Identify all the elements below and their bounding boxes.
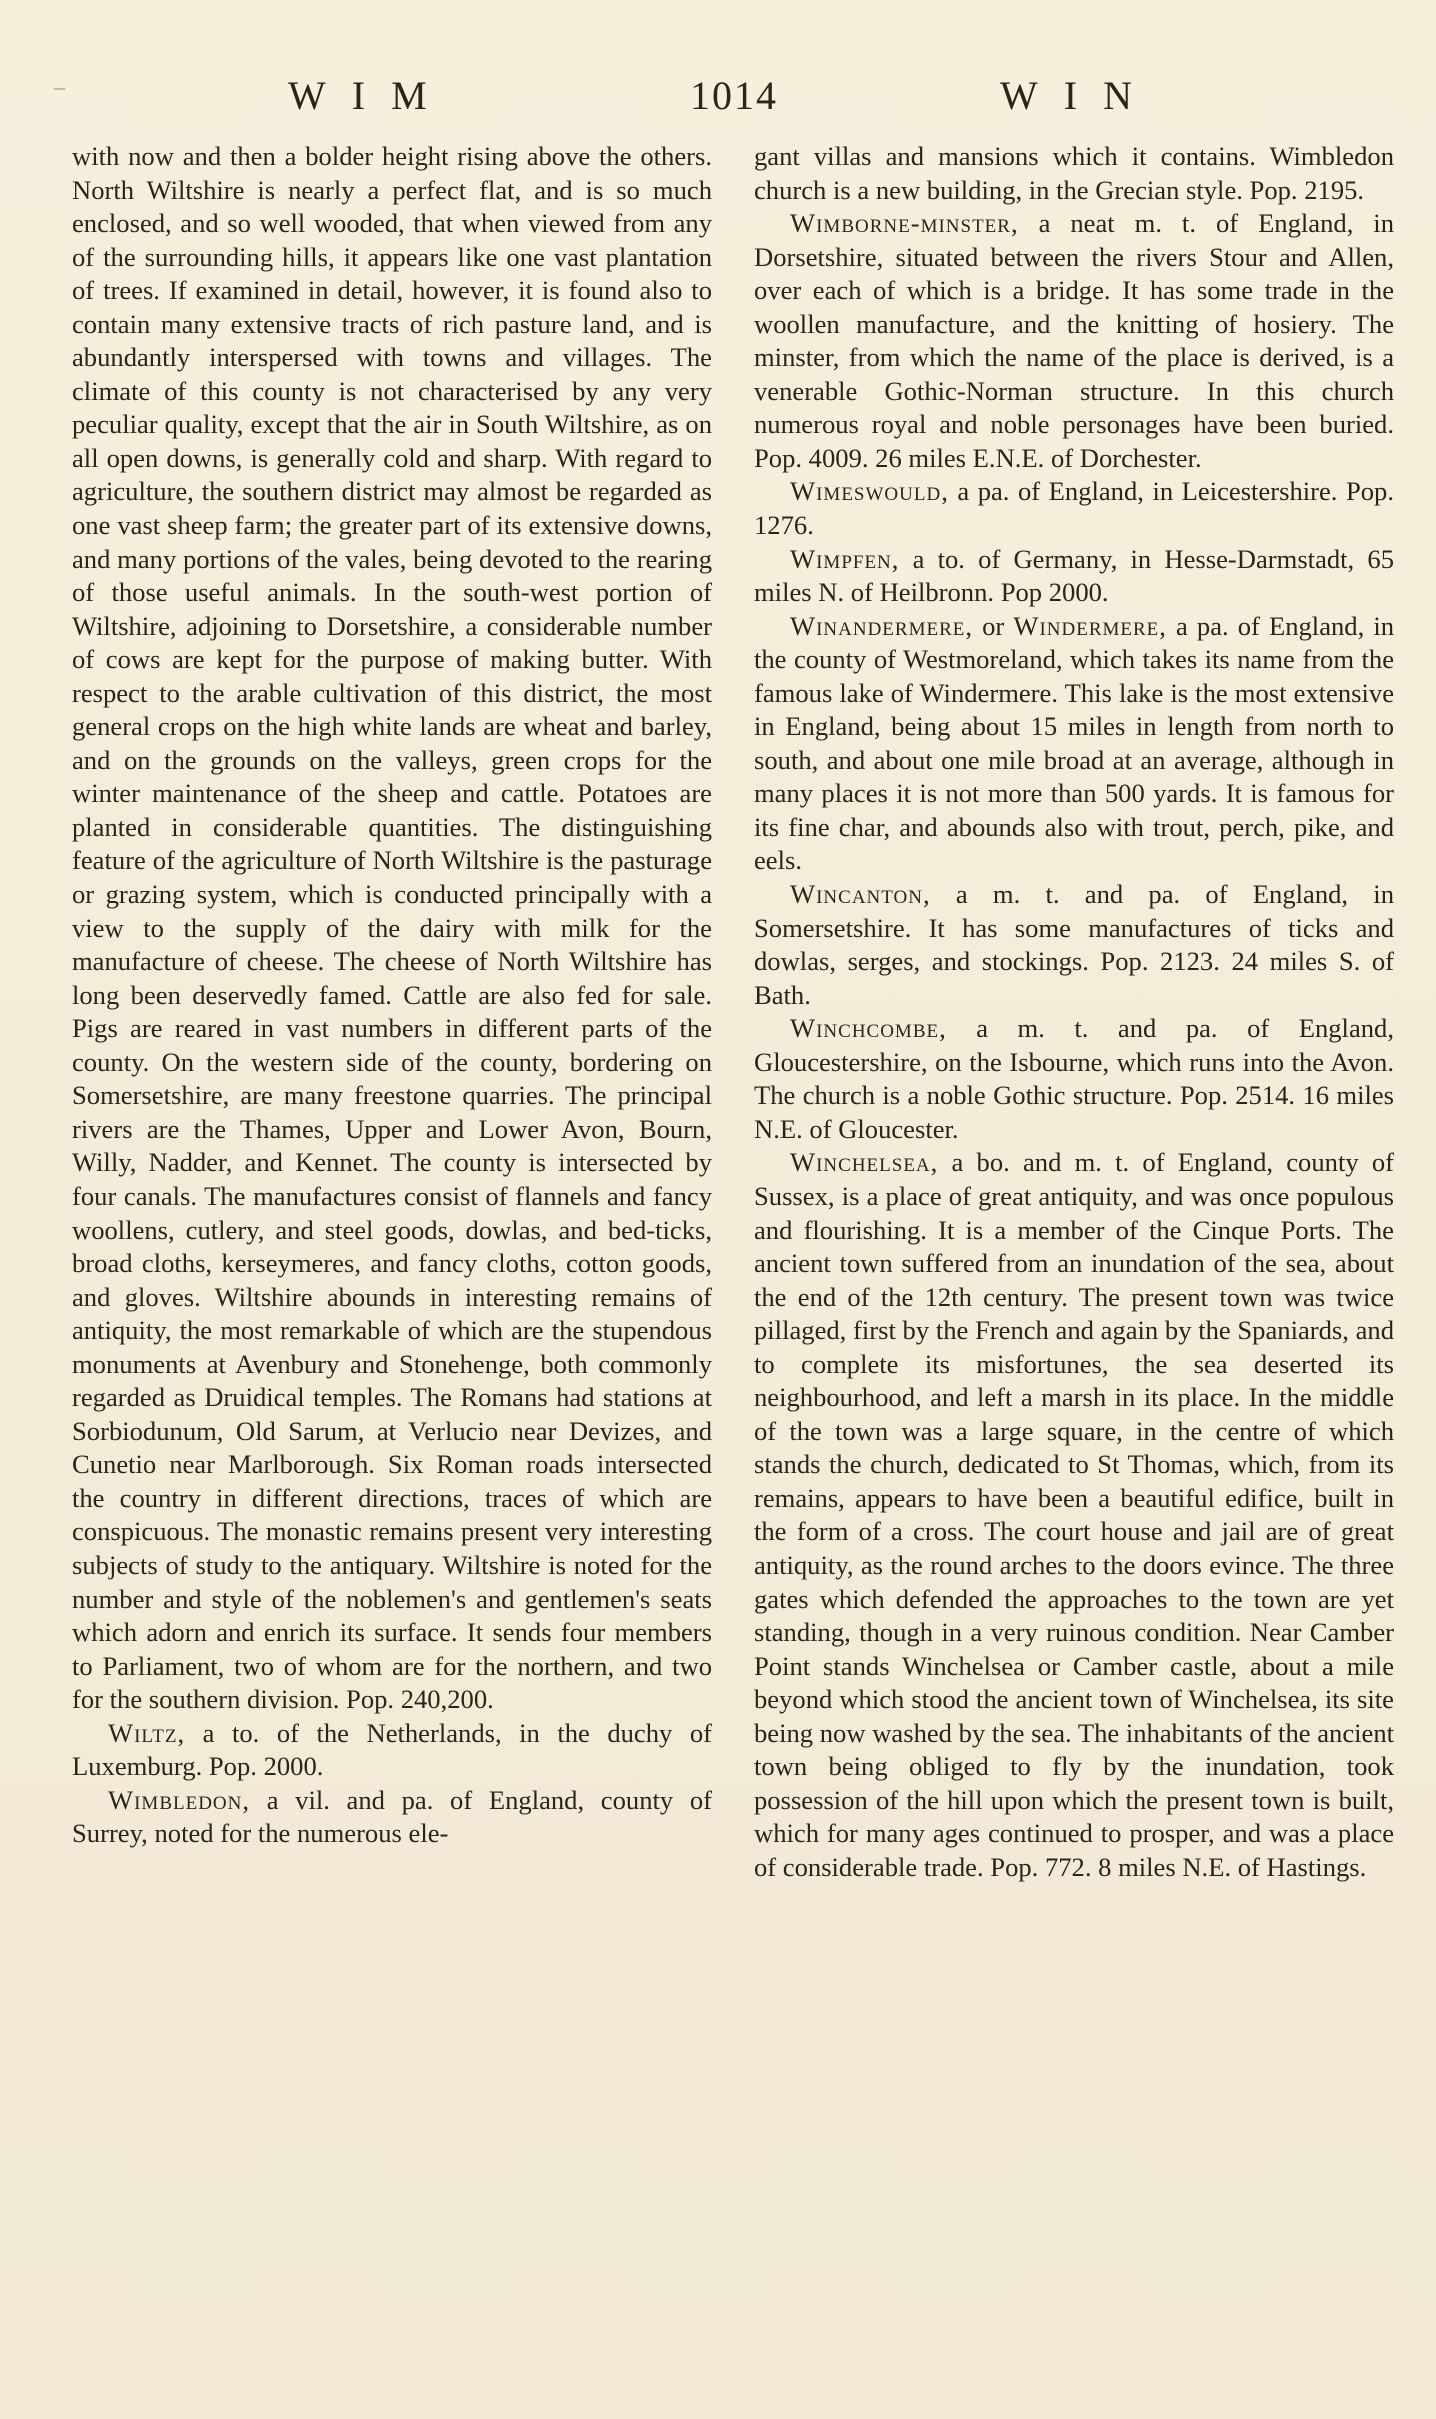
page-header bbox=[0, 66, 1436, 126]
entry-text: a vil. and pa. of England, county of Surrey, noted for the numerous ele- bbox=[72, 1784, 712, 1849]
entry-winandermere bbox=[754, 610, 1394, 878]
headword-alt: Windermere, bbox=[1013, 610, 1167, 641]
entry-text: a to. of Germany, in Hesse-Darmstadt, 65 miles N. of Heilbronn. Pop 2000. bbox=[754, 543, 1394, 608]
entry-wimeswould bbox=[754, 475, 1394, 542]
entry-wimpfen bbox=[754, 543, 1394, 610]
text-columns bbox=[72, 140, 1395, 2390]
corner-mark: – bbox=[54, 74, 67, 99]
headword: Wimbledon, bbox=[108, 1784, 251, 1815]
left-running-head: WIM bbox=[288, 73, 453, 118]
continued-paragraph: gant villas and mansions which it contains. Wimbledon church is a new building, in the Grecian style. Pop. 2195. bbox=[754, 141, 1394, 205]
right-column bbox=[754, 140, 1394, 1884]
entry-text: a pa. of England, in Leicestershire. Pop. 1276. bbox=[754, 476, 1394, 541]
left-column bbox=[72, 140, 712, 1851]
entry-wincanton bbox=[754, 878, 1394, 1012]
headword: Wimeswould, bbox=[790, 476, 949, 507]
entry-text: a m. t. and pa. of England, in Somersetshire. It has some manufactures of ticks and dowlas, serges, and stockings. Pop. 2123. 24 miles S. of Bath. bbox=[754, 879, 1394, 1010]
entry-text-continued: a pa. of England, in the county of Westmoreland, which takes its name from the famous lake of Windermere. This lake is the most extensive in England, being about 15 miles in length from north to south, and about one mile broad at an average, although in many places it is not more than 500 yards. It is famous for its fine char, and abounds also with trout, perch, pike, and eels. bbox=[754, 610, 1395, 876]
entry-wimbledon bbox=[72, 1784, 712, 1851]
headword: Winandermere, bbox=[790, 610, 974, 641]
entry-text: or bbox=[973, 610, 1014, 641]
entry-text: a neat m. t. of England, in Dorsetshire, situated between the rivers Stour and Allen, over each of which is a bridge. It has some trade in the woollen manufacture, and the knitting of hosiery. The minster, from which the name of the place is derived, is a venerable Gothic-Norman structure. In this church numerous royal and noble personages have been buried. Pop. 4009. 26 miles E.N.E. of Dorchester. bbox=[754, 208, 1394, 473]
entry-winchcombe bbox=[754, 1012, 1394, 1146]
entry-winchelsea bbox=[754, 1146, 1394, 1884]
right-running-head: WIN bbox=[1000, 73, 1158, 118]
page-number: 1014 bbox=[690, 73, 778, 118]
entry-text: a to. of the Netherlands, in the duchy of Luxemburg. Pop. 2000. bbox=[72, 1717, 712, 1782]
continued-paragraph: with now and then a bolder height rising above the others. North Wiltshire is nearly a perfect flat, and is so much enclosed, and so well wooded, that when viewed from any of the surrounding hills, it appears like one vast plantation of trees. If examined in detail, however, it is found also to contain many extensive tracts of rich pasture land, and is abundantly interspersed with towns and villages. The climate of this county is not characterised by any very peculiar quality, except that the air in South Wiltshire, as on all open downs, is generally cold and sharp. With regard to agriculture, the southern district may almost be regarded as one vast sheep farm; the greater part of its extensive downs, and many portions of the vales, being devoted to the rearing of those useful animals. In the south-west portion of Wiltshire, adjoining to Dorsetshire, a considerable number of cows are kept for the purpose of making butter. With respect to the arable cultivation of this district, the most general crops on the high white lands are wheat and barley, and on the grounds on the valleys, green crops for the winter maintenance of the sheep and cattle. Potatoes are planted in considerable quantities. The distinguishing feature of the agriculture of North Wiltshire is the pasturage or grazing system, which is conducted principally with a view to the supply of the dairy with milk for the manufacture of cheese. The cheese of North Wiltshire has long been deservedly famed. Cattle are also fed for sale. Pigs are reared in vast numbers in different parts of the county. On the western side of the county, bordering on Somersetshire, are many freestone quarries. The principal rivers are the Thames, Upper and Lower Avon, Bourn, Willy, Nadder, and Kennet. The county is intersected by four canals. The manufactures consist of flannels and fancy woollens, cutlery, and steel goods, dowlas, and bed-ticks, broad cloths, kerseymeres, and fancy cloths, cotton goods, and gloves. Wiltshire abounds in interesting remains of antiquity, the most remarkable of which are the stupendous monuments at Avenbury and Stonehenge, both commonly regarded as Druidical temples. The Romans had stations at Sorbiodunum, Old Sarum, at Verlucio near Devizes, and Cunetio near Marlborough. Six Roman roads intersected the country in different directions, traces of which are conspicuous. The monastic remains present very interesting subjects of study to the antiquary. Wiltshire is noted for the number and style of the noblemen's and gentlemen's seats which adorn and enrich its surface. It sends four members to Parliament, two of whom are for the northern, and two for the southern division. Pop. 240,200. bbox=[72, 141, 712, 1715]
headword: Wimpfen, bbox=[790, 543, 900, 574]
entry-text: a m. t. and pa. of England, Gloucestershire, on the Isbourne, which runs into the Avon. The church is a noble Gothic structure. Pop. 2514. 16 miles N.E. of Gloucester. bbox=[754, 1013, 1394, 1144]
headword: Wincanton, bbox=[790, 879, 931, 910]
headword: Winchcombe, bbox=[790, 1013, 947, 1044]
headword: Wimborne-minster, bbox=[790, 208, 1019, 239]
entry-text: a bo. and m. t. of England, county of Sussex, is a place of great antiquity, and was once populous and flourishing. It is a member of the Cinque Ports. The ancient town suffered from an inundation of the sea, about the end of the 12th century. The present town was twice pillaged, first by the French and again by the Spaniards, and to complete its misfortunes, the sea deserted its neighbourhood, and left a marsh in its place. In the middle of the town was a large square, in the centre of which stands the church, dedicated to St Thomas, which, from its remains, appears to have been a beautiful edifice, built in the form of a cross. The court house and jail are of great antiquity, as the round arches to the doors evince. The three gates which defended the approaches to the town are yet standing, though in a very ruinous condition. Near Camber Point stands Winchelsea or Camber castle, about a mile beyond which stood the ancient town of Winchelsea, its site being now washed by the sea. The inhabitants of the ancient town being obliged to fly by the inundation, took possession of the hill upon which the present town is built, which for many ages continued to prosper, and was a place of considerable trade. Pop. 772. 8 miles N.E. of Hastings. bbox=[754, 1147, 1394, 1882]
headword: Wiltz, bbox=[108, 1717, 186, 1748]
entry-wimborne-minster bbox=[754, 207, 1394, 475]
entry-wiltz bbox=[72, 1717, 712, 1784]
headword: Winchelsea, bbox=[790, 1147, 939, 1178]
